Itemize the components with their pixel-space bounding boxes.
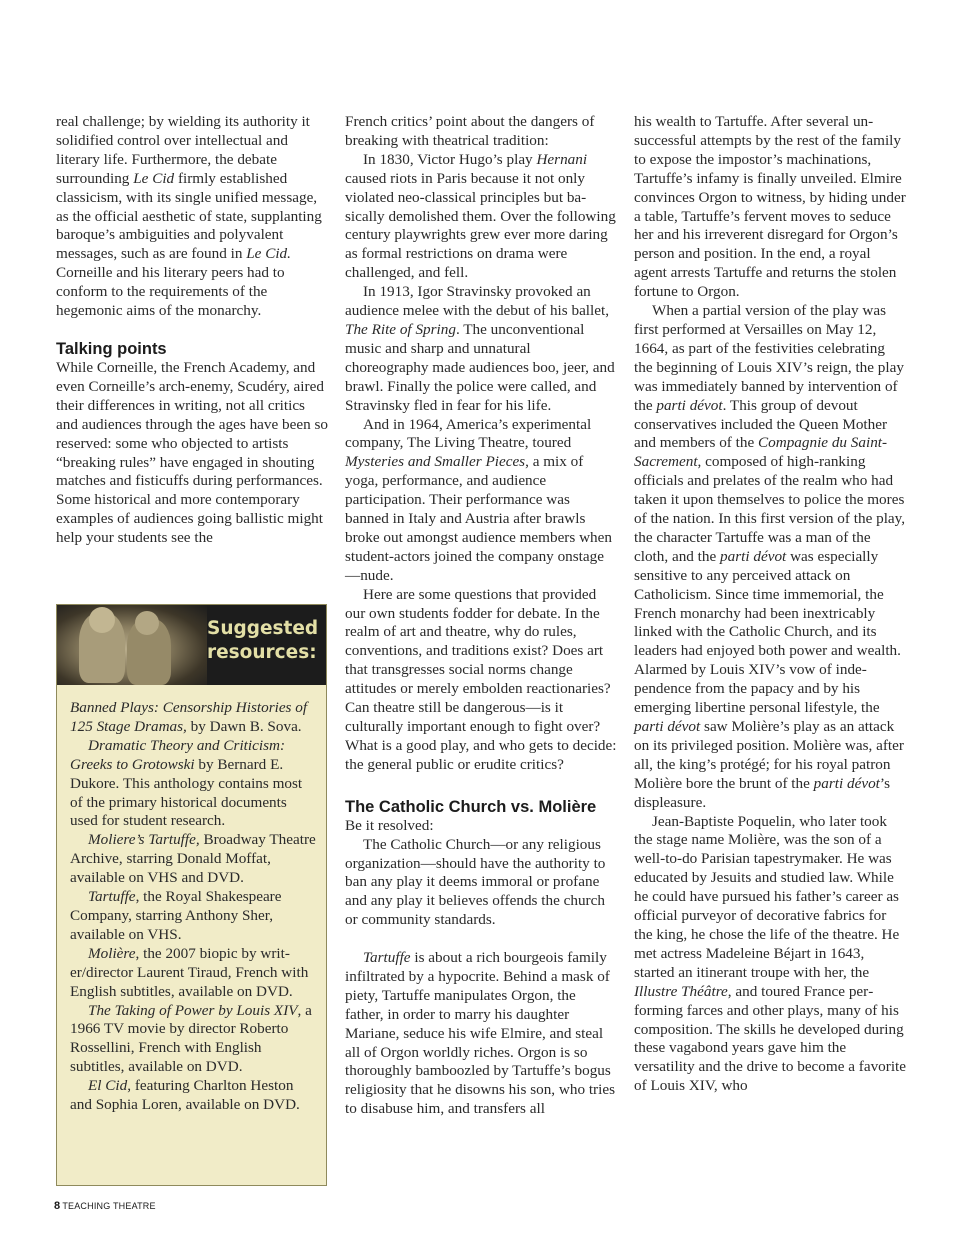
body-paragraph: his wealth to Tartuffe. After several unsuccessful attempts by the rest of the family to expose the impostor’s machinations, Tartuffe’s infamy is finally unveiled. Elmire convinces Orgon to witness, by hiding under a table, Tartuffe’s fervent moves to seduce her and his irreverent disregard for Orgon’s person and position. In the end, a royal agent arrests Tartuffe and returns the stolen fortune to Orgon. [634, 113, 906, 301]
page-number: 8 [54, 1200, 61, 1212]
publication-name: TEACHING THEATRE [62, 1201, 156, 1211]
resource-item: Molière, the 2007 biopic by writer/director Laurent Tiraud, French with English subtitles, available on DVD. [70, 944, 309, 1000]
suggested-resources-sidebar [56, 604, 327, 1186]
body-paragraph: In 1913, Igor Stravinsky provoked an audience melee with the debut of his ballet, The Rite of Spring. The unconventional music and sharp and unnatural choreography made audiences boo, jeer, and brawl. Finally the police were called, and Stravinsky fled in fear for his life. [345, 283, 615, 414]
body-paragraph: real challenge; by wielding its authority it solidified control over intellectual and literary life. Furthermore, the debate surrounding Le Cid firmly established classicism, with its single unified message, as the official aesthetic of state, supplanting baroque’s ambiguities and polyvalent messages, such as are found in Le Cid. Corneille and his literary peers had to conform to the requirements of the hegemonic aims of the monarchy. [56, 113, 322, 320]
resources-title: Suggested resources: [207, 618, 319, 663]
body-paragraph: Tartuffe is about a rich bourgeois family infiltrated by a hypocrite. Behind a mask of piety, Tartuffe manipulates Orgon, the father, in order to marry his daughter Mariane, seduce his wife Elmire, and steal all of Orgon worldly riches. Orgon is so thoroughly bamboozled by Tartuffe’s bogus religiosity that he disowns his son, who tries to disabuse him, and transfers all [345, 949, 615, 1118]
column-1 [56, 113, 330, 548]
resource-item: Dramatic Theory and Criticism: Greeks to Grotowski by Bernard E. Dukore. This anthology contains most of the primary historical documents used for student research. [70, 736, 303, 830]
body-paragraph: Here are some questions that provided our own students fodder for debate. In the realm of art and theatre, why do rules, conventions, and traditions exist? Does art that transgresses social norms change attitudes or merely embolden reactionaries? Can theatre still be dangerous—is it culturally important enough to fight over? What is a good play, and who gets to decide: the general public or erudite critics? [345, 585, 617, 773]
body-paragraph: Be it resolved: [345, 816, 434, 834]
column-2 [345, 113, 617, 1119]
page-footer [54, 1200, 156, 1212]
resolution-paragraph: The Catholic Church—or any religious organization—should have the authority to ban any play it deems immoral or profane and any play it believes offends the church or community standards. [345, 835, 606, 929]
resource-item: Banned Plays: Censorship Histories of 125 Stage Dramas, by Dawn B. Sova. [70, 699, 308, 735]
section-heading-talking-points: Talking points [56, 339, 167, 358]
body-paragraph: French critics’ point about the dangers of breaking with theatrical tradition: [345, 113, 595, 149]
cherub-statue-photo [57, 605, 207, 685]
body-paragraph: And in 1964, America’s experimental company, The Living Theatre, toured Mysteries and Smaller Pieces, a mix of yoga, performance, and audience participation. Their performance was banned in Italy and Austria after brawls broke out amongst audience members when student-actors joined the company onstage—nude. [345, 415, 612, 584]
resource-item: El Cid, featuring Charlton Heston and Sophia Loren, available on DVD. [70, 1077, 300, 1114]
resource-item: Moliere’s Tartuffe, Broadway Theatre Archive, starring Donald Moffat, available on VHS and DVD. [70, 831, 316, 887]
resources-list [57, 685, 326, 1115]
body-paragraph: Jean-Baptiste Poquelin, who later took the stage name Molière, was the son of a well-to-do Parisian tapestrymaker. He was educated by Jesuits and studied law. While he could have pursued his father’s career as official purveyor of decorative fabrics for the king, he chose the life of the theatre. He met actress Madeleine Béjart in 1643, started an itinerant troupe with her, the Illustre Théâtre, and toured France performing farces and other plays, many of his composition. The skills he developed during these vagabond years gave him the versatility and the drive to become a favorite of Louis XIV, who [634, 812, 907, 1095]
resource-item: Tartuffe, the Royal Shakespeare Company, starring Anthony Sher, available on VHS. [70, 888, 282, 943]
resource-item: The Taking of Power by Louis XIV, a 1966 TV movie by director Roberto Rossellini, French with English subtitles, available on DVD. [70, 1001, 312, 1076]
body-paragraph: When a partial version of the play was first performed at Versailles on May 12, 1664, as part of the festivities celebrating the beginning of Louis XIV’s reign, the play was immediately banned by intervention of the parti dévot. This group of devout conservatives included the Queen Mother and members of the Compagnie du Saint-Sacrement, composed of high-ranking officials and prelates of the realm who had taken it upon themselves to police the mores of the nation. In this first version of the play, the character Tartuffe was a man of the cloth, and the parti dévot was especially sensitive to any perceived attack on Catholicism. Since time immemorial, the French monarchy had been inextricably linked with the Catholic Church, and its leaders had enjoyed both power and wealth. Alarmed by Louis XIV’s vow of independence from the papacy and by his emerging libertine personal lifestyle, the parti dévot saw Molière’s play as an attack on its privileged position. Molière was, after all, the king’s protégé; for his royal patron Molière bore the brunt of the parti dévot’s displeasure. [634, 302, 906, 811]
body-paragraph: In 1830, Victor Hugo’s play Hernani caused riots in Paris because it not only violated neo-classical principles but basically demolished them. Over the following century playwrights grew ever more daring as formal restrictions on drama were challenged, and fell. [345, 150, 616, 282]
resources-header [57, 605, 326, 685]
body-paragraph: While Corneille, the French Academy, and even Corneille’s arch-enemy, Scudéry, aired their differences in writing, not all critics and audiences through the ages have been so reserved: some who objected to artists “breaking rules” have engaged in shouting matches and fisticuffs during performances. Some historical and more contemporary examples of audiences going ballistic might help your students see the [56, 358, 329, 547]
section-heading-catholic-church: The Catholic Church vs. Molière [345, 797, 597, 816]
column-3 [634, 113, 906, 1096]
